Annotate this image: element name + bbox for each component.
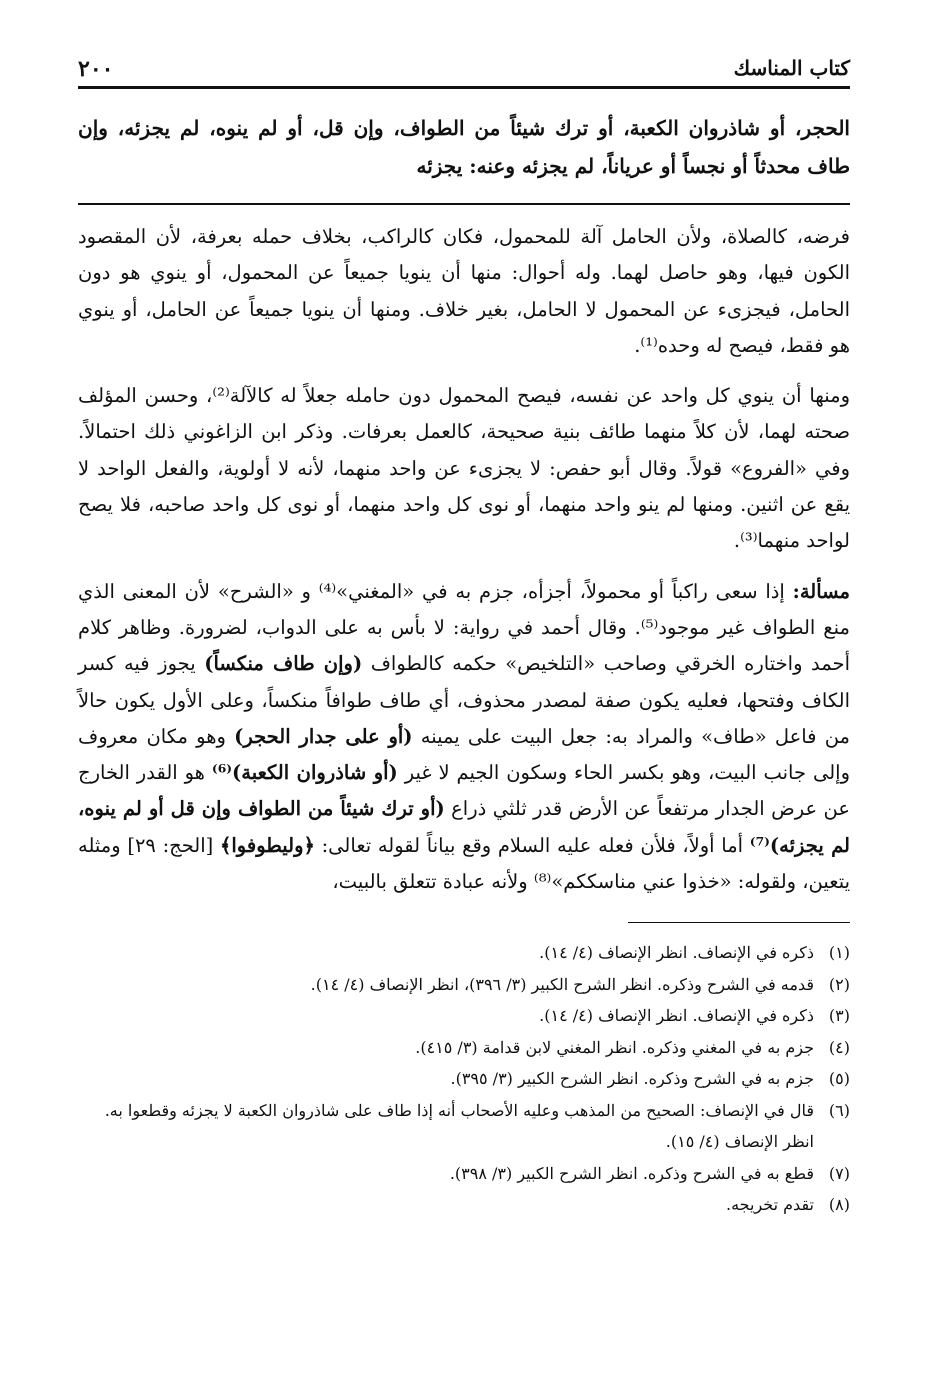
commentary-text: يجوز فيه كسر الكاف وفتحها، فعليه يكون صفة لمصدر محذوف، أي طاف طوافاً منكساً، وعلى الأول يكون حالاً من فاعل «طاف» والمراد به: جعل البيت على يمينه [78, 652, 850, 748]
page-number: ٢٠٠ [78, 56, 114, 82]
commentary-paragraph-2: ومنها أن ينوي كل واحد عن نفسه، فيصح المحمول دون حامله جعلاً له كالآلة⁽²⁾، وحسن المؤلف صحته لهما، لأن كلاً منهما طائف بنية صحيحة، كالعمل بعرفات. وذكر ابن الزاغوني ذلك احتمالاً. وفي «الفروع» قولاً. وقال أبو حفص: لا يجزىء عن واحد منهما، لأنه لا أولوية، والفعل الواحد لا يقع عن اثنين. ومنها لم ينو واحد منهما، أو نوى كل واحد منهما، أو نوى كل واحد صاحبه، فلا يصح لواحد منهما⁽³⁾. [78, 384, 851, 553]
footnote [78, 1032, 850, 1064]
commentary-text: إذا سعى راكباً أو محمولاً، أجزأه، جزم به في «المغني»⁽⁴⁾ و «الشرح» لأن المعنى الذي منع الطواف غير موجود⁽⁵⁾. وقال أحمد في رواية: لا بأس به على الدواب، لضرورة. وظاهر كلام أحمد واختاره الخرقي وصاحب «التلخيص» حكمه كالطواف [78, 579, 850, 676]
footnote-number: (٤) [828, 1037, 850, 1057]
footnote-number: (٢) [828, 974, 850, 994]
issue-label: مسألة: [792, 579, 851, 603]
footnotes [78, 937, 850, 1221]
commentary-paragraph-3 [78, 574, 850, 901]
footnote-text: قطع به في الشرح وذكره. انظر الشرح الكبير (٣/ ٣٩٨). [449, 1163, 814, 1183]
commentary-text: هو القدر الخارج عن عرض الجدار مرتفعاً عن الأرض قدر ثلثي ذراع [78, 761, 850, 821]
footnote-text: تقدم تخريجه. [726, 1195, 814, 1215]
footnote-text: قال في الإنصاف: الصحيح من المذهب وعليه الأصحاب أنه إذا طاف على شاذروان الكعبة لا يجزئه وقطعوا به. انظر الإنصاف (٤/ ١٥). [104, 1100, 814, 1152]
footnote-number: (٨) [828, 1195, 850, 1215]
running-title: كتاب المناسك [733, 56, 850, 80]
footnote-text: جزم به في المغني وذكره. انظر المغني لابن قدامة (٣/ ٤١٥). [415, 1037, 814, 1057]
quoted-matn: (وإن طاف منكساً) [204, 652, 363, 676]
footnote [78, 969, 850, 1001]
book-page [78, 50, 850, 1221]
commentary-paragraph-1: فرضه، كالصلاة، ولأن الحامل آلة للمحمول، فكان كالراكب، بخلاف حمله بعرفة، لأن المقصود الكون فيها، وهو حاصل لهما. وله أحوال: منها أن ينويا جميعاً عن المحمول، أو ينوي هو دون الحامل، فيجزىء عن المحمول لا الحامل، بغير خلاف. ومنها أن ينويا جميعاً عن الحامل، أو ينوي هو فقط، فيصح له وحده⁽¹⁾. [78, 225, 850, 357]
footnote [78, 1000, 850, 1032]
commentary [78, 219, 850, 900]
footnote-text: ذكره في الإنصاف. انظر الإنصاف (٤/ ١٤). [539, 1006, 814, 1026]
footnote-number: (١) [828, 943, 850, 963]
commentary-text: وهو مكان معروف وإلى جانب البيت، وهو بكسر الحاء وسكون الجيم لا غير [78, 724, 850, 785]
footnote [78, 1063, 850, 1095]
footnote [78, 1189, 850, 1221]
footnote [78, 1095, 850, 1158]
quran-verse: ﴿وليطوفوا﴾ [219, 833, 315, 857]
footnote-number: (٧) [828, 1163, 850, 1183]
footnote [78, 937, 850, 969]
text-divider [78, 203, 850, 205]
footnote-text: جزم به في الشرح وذكره. انظر الشرح الكبير (٣/ ٣٩٥). [450, 1069, 814, 1089]
quoted-matn: (أو شاذروان الكعبة)⁽⁶⁾ [211, 761, 398, 785]
quoted-matn: (أو على جدار الحجر) [234, 724, 413, 748]
page-header [78, 50, 850, 89]
footnote-number: (٥) [828, 1069, 850, 1089]
footnote-divider [628, 922, 850, 923]
quoted-matn: (أو ترك شيئاً من الطواف وإن قل أو لم ينوه، لم يجزئه)⁽⁷⁾ [78, 797, 850, 857]
footnote-number: (٣) [828, 1006, 850, 1026]
footnote-text: ذكره في الإنصاف. انظر الإنصاف (٤/ ١٤). [539, 943, 814, 963]
commentary-text: أما أولاً، فلأن فعله عليه السلام وقع بياناً لقوله تعالى: [314, 833, 750, 857]
footnote [78, 1158, 850, 1190]
footnote-number: (٦) [828, 1100, 850, 1120]
commentary-text: [الحج: ٢٩] ومثله يتعين، ولقوله: «خذوا عني مناسككم»⁽⁸⁾ ولأنه عبادة تتعلق بالبيت، [78, 833, 850, 894]
footnote-text: قدمه في الشرح وذكره. انظر الشرح الكبير (٣/ ٣٩٦)، انظر الإنصاف (٤/ ١٤). [310, 974, 814, 994]
main-text: الحجر، أو شاذروان الكعبة، أو ترك شيئاً من الطواف، وإن قل، أو لم ينوه، لم يجزئه، وإن طاف محدثاً أو نجساً أو عرياناً، لم يجزئه وعنه: يجزئه [78, 116, 850, 178]
